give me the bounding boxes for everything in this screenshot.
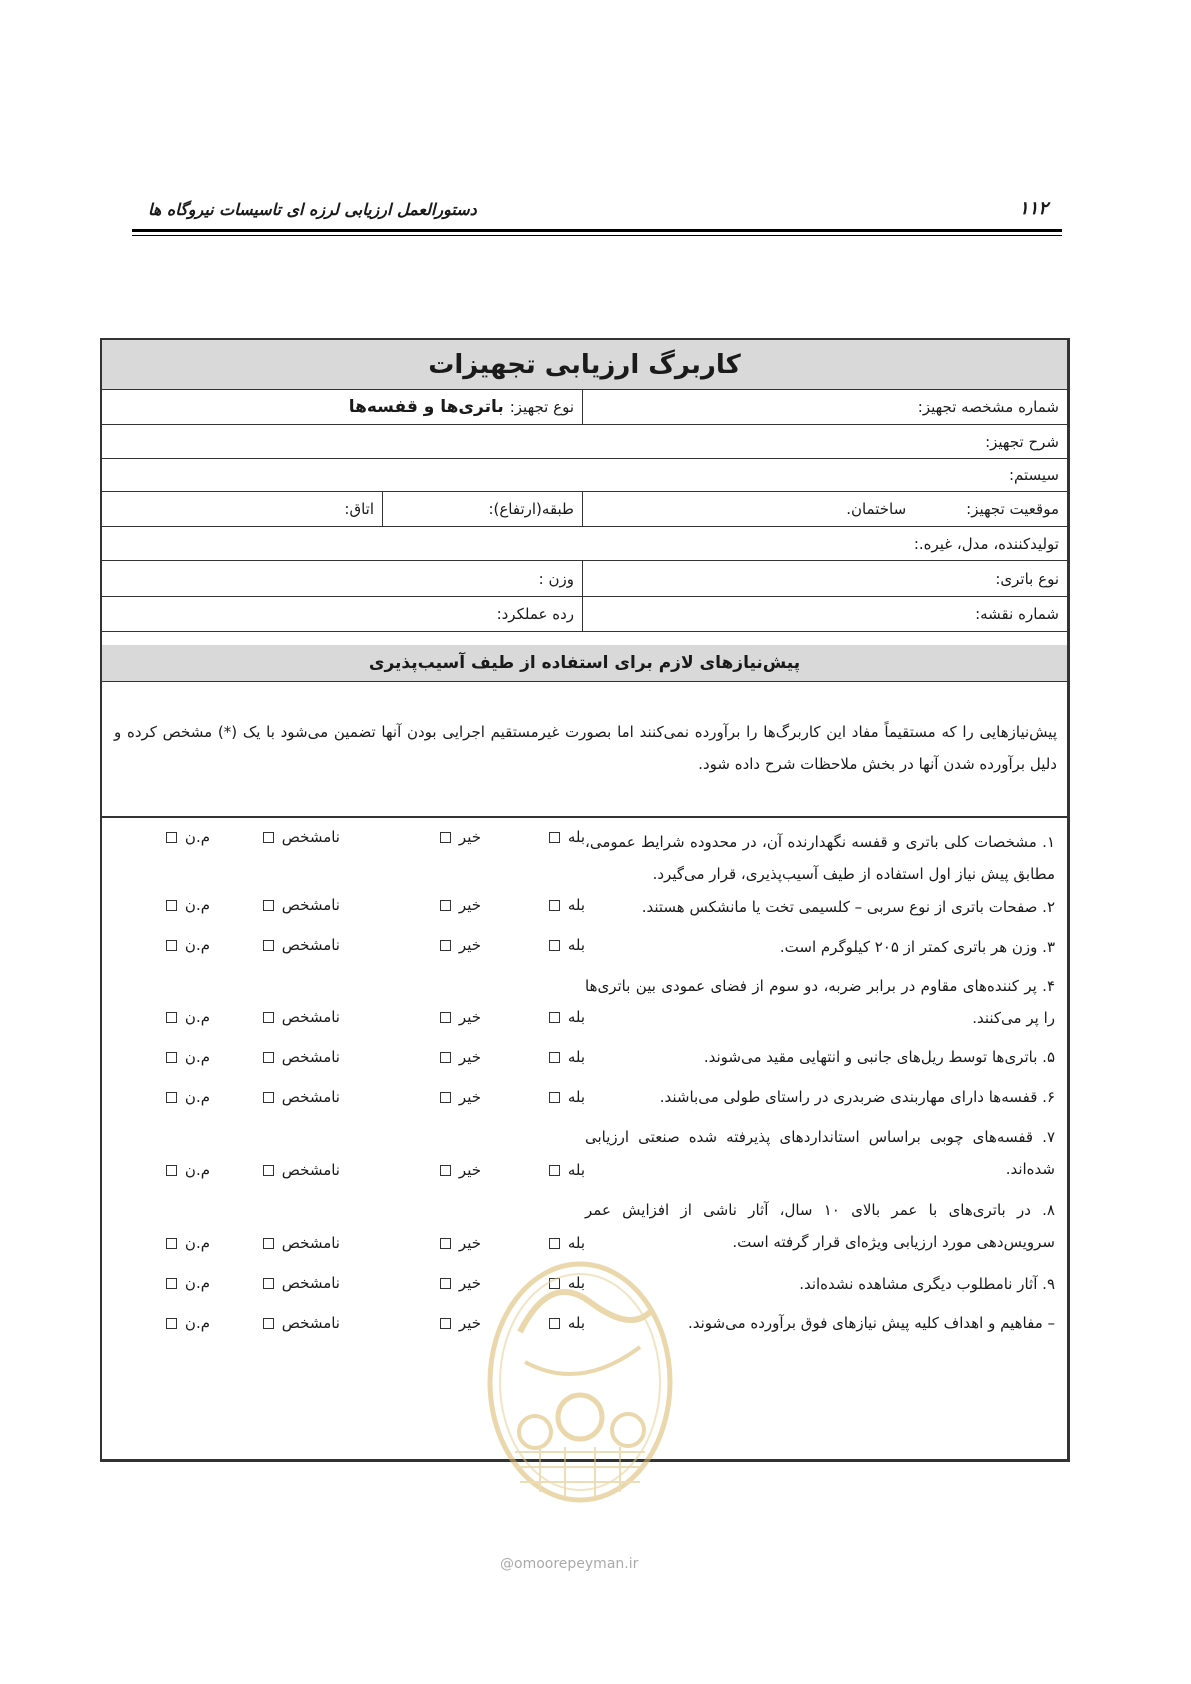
option-na[interactable]: م.ن [166, 936, 210, 954]
option-no[interactable]: خیر [440, 936, 481, 954]
option-yes[interactable]: بله [549, 896, 585, 914]
checkbox[interactable] [166, 1012, 177, 1023]
option-na[interactable]: م.ن [166, 1048, 210, 1066]
checkbox[interactable] [440, 900, 451, 911]
option-unknown[interactable]: نامشخص [263, 1234, 340, 1252]
option-no[interactable]: خیر [440, 1008, 481, 1026]
checkbox[interactable] [440, 832, 451, 843]
watermark-url: @omoorepeyman.ir [500, 1556, 639, 1572]
option-unknown[interactable]: نامشخص [263, 936, 340, 954]
checkbox[interactable] [549, 940, 560, 951]
checklist-item-options [157, 896, 585, 926]
checklist-item-text: ۶. قفسه‌ها دارای مهاربندی ضربدری در راستای طولی می‌باشند. [659, 1088, 1055, 1106]
checkbox[interactable] [263, 940, 274, 951]
checkbox[interactable] [166, 1238, 177, 1249]
description-field[interactable] [102, 425, 1067, 458]
checkbox[interactable] [549, 900, 560, 911]
equipment-id-field[interactable] [582, 390, 1067, 424]
option-unknown[interactable]: نامشخص [263, 1314, 340, 1332]
option-no[interactable]: خیر [440, 1088, 481, 1106]
option-na[interactable]: م.ن [166, 1161, 210, 1179]
checklist-item-text: ۲. صفحات باتری از نوع سربی – کلسیمی تخت یا مانشکس هستند. [641, 898, 1055, 916]
checklist-item-text: ۹. آثار نامطلوب دیگری مشاهده نشده‌اند. [799, 1275, 1055, 1293]
checklist-item-options [157, 1008, 585, 1038]
checklist-item-text: ۴. پر کننده‌های مقاوم در برابر ضربه، دو سوم از فضای عمودی بین باتری‌ها را پر می‌کنند. [585, 977, 1055, 1027]
option-yes[interactable]: بله [549, 1314, 585, 1332]
checkbox[interactable] [549, 1012, 560, 1023]
checkbox[interactable] [166, 1092, 177, 1103]
checklist-item-text: ۷. قفسه‌های چوبی براساس استانداردهای پذیرفته شده صنعتی ارزیابی شده‌اند. [585, 1128, 1055, 1178]
option-yes[interactable]: بله [549, 936, 585, 954]
row-drawing-class [102, 597, 1067, 632]
option-no[interactable]: خیر [440, 1048, 481, 1066]
checklist-item-text: ۵. باتری‌ها توسط ریل‌های جانبی و انتهایی مقید می‌شوند. [703, 1048, 1055, 1066]
option-yes[interactable]: بله [549, 1008, 585, 1026]
checkbox[interactable] [549, 1238, 560, 1249]
option-na[interactable]: م.ن [166, 1314, 210, 1332]
floor-field[interactable] [382, 492, 582, 526]
row-id-type [102, 390, 1067, 425]
battery-type-field[interactable] [582, 561, 1067, 596]
checkbox[interactable] [263, 900, 274, 911]
header-rule-thin [132, 235, 1062, 236]
option-yes[interactable]: بله [549, 1088, 585, 1106]
checkbox[interactable] [263, 1092, 274, 1103]
checkbox[interactable] [440, 1238, 451, 1249]
performance-class-field[interactable] [102, 597, 582, 631]
checklist-item-options [157, 1161, 585, 1191]
room-field[interactable] [102, 492, 382, 526]
checklist-item-text: ۱. مشخصات کلی باتری و قفسه نگهدارنده آن، در محدوده شرایط عمومی، مطابق پیش نیاز اول استفاده از طیف آسیب‌پذیری، قرار می‌گیرد. [585, 833, 1055, 883]
checkbox[interactable] [549, 832, 560, 843]
option-unknown[interactable]: نامشخص [263, 1048, 340, 1066]
row-battery-weight [102, 561, 1067, 597]
checkbox[interactable] [166, 1052, 177, 1063]
weight-label: وزن : [538, 569, 574, 588]
option-no[interactable]: خیر [440, 896, 481, 914]
option-no[interactable]: خیر [440, 1161, 481, 1179]
equipment-type-field[interactable] [102, 390, 582, 424]
checkbox[interactable] [549, 1052, 560, 1063]
option-no[interactable]: خیر [440, 1314, 481, 1332]
equipment-type-value: باتری‌ها و قفسه‌ها [348, 397, 504, 417]
checkbox[interactable] [549, 1165, 560, 1176]
checkbox[interactable] [263, 1012, 274, 1023]
option-unknown[interactable]: نامشخص [263, 1274, 340, 1292]
checkbox[interactable] [166, 900, 177, 911]
checklist-item-text: – مفاهیم و اهداف کلیه پیش نیازهای فوق برآورده می‌شوند. [687, 1314, 1055, 1332]
location-field[interactable] [582, 492, 1067, 526]
option-unknown[interactable]: نامشخص [263, 828, 340, 846]
form-title: کاربرگ ارزیابی تجهیزات [428, 349, 741, 380]
option-yes[interactable]: بله [549, 1274, 585, 1292]
checklist-item-options [157, 1088, 585, 1118]
option-unknown[interactable]: نامشخص [263, 1161, 340, 1179]
checkbox[interactable] [549, 1092, 560, 1103]
option-unknown[interactable]: نامشخص [263, 1008, 340, 1026]
manufacturer-label: تولیدکننده، مدل، غیره.: [913, 534, 1059, 553]
floor-label: طبقه(ارتفاع): [488, 500, 574, 518]
option-yes[interactable]: بله [549, 1161, 585, 1179]
option-yes[interactable]: بله [549, 1048, 585, 1066]
option-no[interactable]: خیر [440, 1234, 481, 1252]
checkbox[interactable] [440, 1092, 451, 1103]
checkbox[interactable] [440, 1318, 451, 1329]
checkbox[interactable] [440, 1052, 451, 1063]
checkbox[interactable] [263, 1052, 274, 1063]
checkbox[interactable] [263, 1318, 274, 1329]
row-location [102, 492, 1067, 527]
checkbox[interactable] [263, 1278, 274, 1289]
checkbox[interactable] [166, 832, 177, 843]
option-na[interactable]: م.ن [166, 828, 210, 846]
checkbox[interactable] [166, 940, 177, 951]
checkbox[interactable] [263, 1165, 274, 1176]
option-unknown[interactable]: نامشخص [263, 896, 340, 914]
row-system [102, 459, 1067, 492]
checkbox[interactable] [263, 832, 274, 843]
system-field[interactable] [102, 459, 1067, 491]
manufacturer-field[interactable] [102, 527, 1067, 560]
option-na[interactable]: م.ن [166, 1274, 210, 1292]
weight-field[interactable] [102, 561, 582, 596]
location-label: موقعیت تجهیز: [966, 500, 1059, 518]
document-title: دستورالعمل ارزیابی لرزه ای تاسیسات نیروگاه ها [148, 200, 477, 219]
option-na[interactable]: م.ن [166, 896, 210, 914]
checklist-item-options [157, 828, 585, 858]
checkbox[interactable] [440, 1012, 451, 1023]
checkbox[interactable] [440, 940, 451, 951]
checkbox[interactable] [166, 1278, 177, 1289]
checklist-item-options [157, 936, 585, 966]
system-label: سیستم: [1008, 466, 1059, 484]
performance-class-label: رده عملکرد: [496, 605, 574, 623]
option-na[interactable]: م.ن [166, 1008, 210, 1026]
checkbox[interactable] [166, 1165, 177, 1176]
checklist-item-options [157, 1048, 585, 1078]
prereq-heading: پیش‌نیازهای لازم برای استفاده از طیف آسیب‌پذیری [102, 645, 1067, 682]
page-number: ۱۱۲ [1018, 198, 1048, 219]
checkbox[interactable] [440, 1278, 451, 1289]
building-label: ساختمان. [846, 500, 907, 518]
checklist-item-text: ۸. در باتری‌های با عمر بالای ۱۰ سال، آثار ناشی از افزایش عمر سرویس‌دهی مورد ارزیابی ویژه‌ای قرار گرفته است. [585, 1201, 1055, 1251]
drawing-number-field[interactable] [582, 597, 1067, 631]
row-description [102, 425, 1067, 459]
option-no[interactable]: خیر [440, 1274, 481, 1292]
prereq-description: پیش‌نیازهایی را که مستقیماً مفاد این کاربرگ‌ها را برآورده نمی‌کنند اما بصورت غیرمستقیم اجرایی بودن آنها تضمین می‌شود با یک (*) مشخص کرده و دلیل برآورده شدن آنها در بخش ملاحظات شرح داده شود. [102, 682, 1067, 818]
checkbox[interactable] [166, 1318, 177, 1329]
header-rule [132, 229, 1062, 232]
form-title-row [102, 340, 1067, 390]
equipment-id-label: شماره مشخصه تجهیز: [917, 398, 1059, 416]
checkbox[interactable] [263, 1238, 274, 1249]
row-manufacturer [102, 527, 1067, 561]
seal-watermark [480, 1252, 680, 1512]
equipment-type-label: نوع تجهیز: [509, 398, 574, 416]
option-na[interactable]: م.ن [166, 1234, 210, 1252]
checkbox[interactable] [440, 1165, 451, 1176]
description-label: شرح تجهیز: [985, 432, 1059, 451]
battery-type-label: نوع باتری: [995, 569, 1059, 588]
room-label: اتاق: [344, 500, 374, 518]
option-yes[interactable]: بله [549, 1234, 585, 1252]
option-na[interactable]: م.ن [166, 1088, 210, 1106]
option-unknown[interactable]: نامشخص [263, 1088, 340, 1106]
page-header [132, 196, 1062, 230]
option-no[interactable]: خیر [440, 828, 481, 846]
option-yes[interactable]: بله [549, 828, 585, 846]
drawing-number-label: شماره نقشه: [975, 605, 1059, 623]
checklist-item-text: ۳. وزن هر باتری کمتر از ۲۰۵ کیلوگرم است. [779, 938, 1055, 956]
